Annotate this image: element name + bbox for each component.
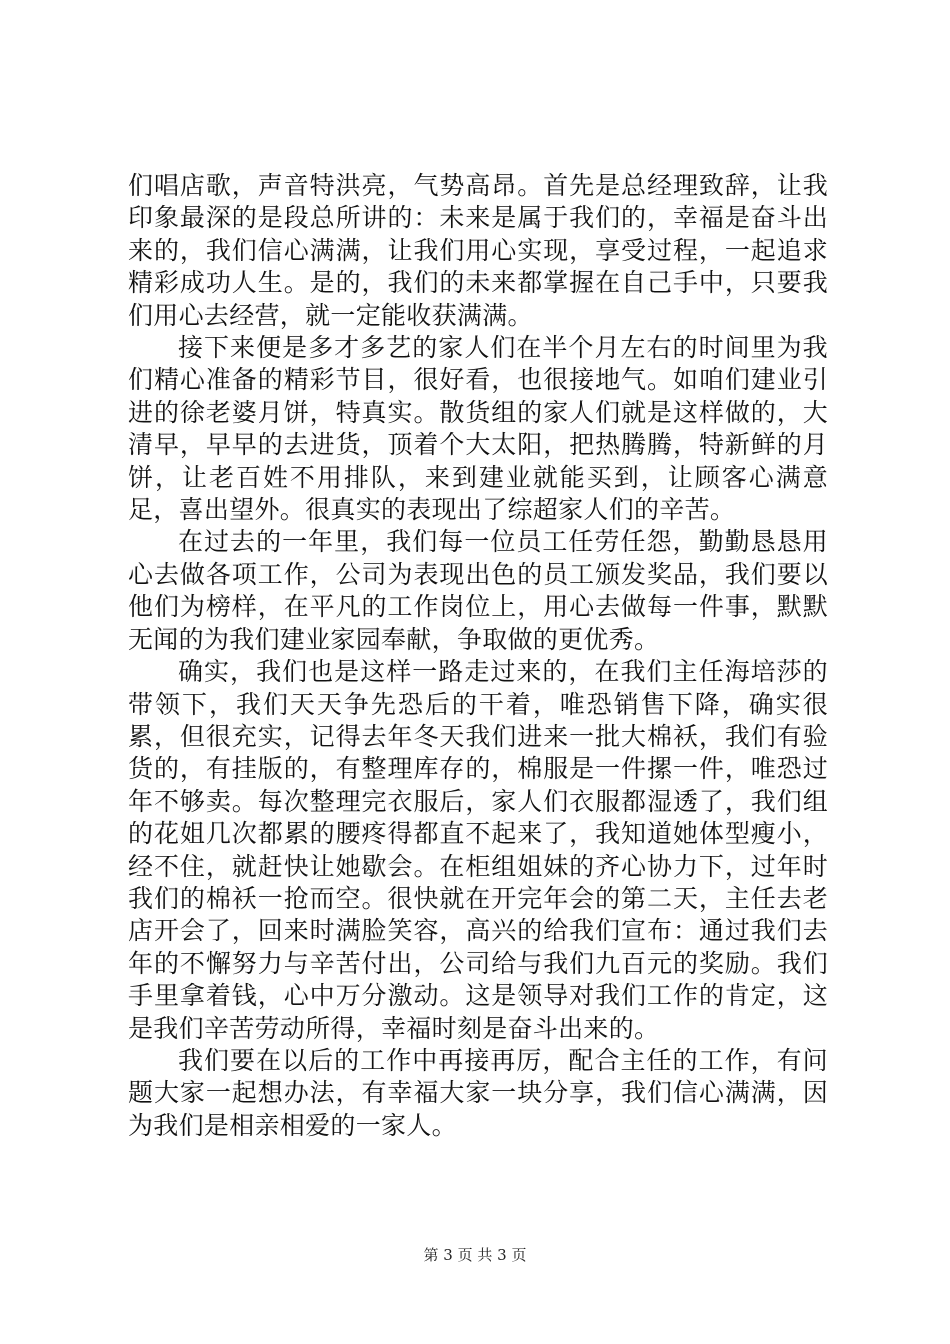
paragraph: 在过去的一年里，我们每一位员工任劳任怨，勤勤恳恳用心去做各项工作，公司为表现出色的员工颁发奖品，我们要以他们为榜样，在平凡的工作岗位上，用心去做每一件事，默默无闻的为我们建业家园奉献，争取做的更优秀。: [128, 527, 828, 654]
paragraph: 接下来便是多才多艺的家人们在半个月左右的时间里为我们精心准备的精彩节目，很好看，也很接地气。如咱们建业引进的徐老婆月饼，特真实。散货组的家人们就是这样做的，大清早，早早的去进货，顶着个大太阳，把热腾腾，特新鲜的月饼，让老百姓不用排队，来到建业就能买到，让顾客心满意足，喜出望外。很真实的表现出了综超家人们的辛苦。: [128, 333, 828, 525]
paragraph-continuation: 们唱店歌，声音特洪亮，气势高昂。首先是总经理致辞，让我印象最深的是段总所讲的：未来是属于我们的，幸福是奋斗出来的，我们信心满满，让我们用心实现，享受过程，一起追求精彩成功人生。是的，我们的未来都掌握在自己手中，只要我们用心去经营，就一定能收获满满。: [128, 171, 828, 330]
document-body: [128, 170, 828, 1142]
page-number-footer: 第 3 页 共 3 页: [423, 1246, 527, 1264]
paragraph: 我们要在以后的工作中再接再厉，配合主任的工作，有问题大家一起想办法，有幸福大家一块分享，我们信心满满，因为我们是相亲相爱的一家人。: [128, 1045, 828, 1140]
paragraph: 确实，我们也是这样一路走过来的，在我们主任海培莎的带领下，我们天天争先恐后的干着，唯恐销售下降，确实很累，但很充实，记得去年冬天我们进来一批大棉袄，我们有验货的，有挂版的，有整理库存的，棉服是一件摞一件，唯恐过年不够卖。每次整理完衣服后，家人们衣服都湿透了，我们组的花姐几次都累的腰疼得都直不起来了，我知道她体型瘦小，经不住，就赶快让她歇会。在柜组姐妹的齐心协力下，过年时我们的棉袄一抢而空。很快就在开完年会的第二天，主任去老店开会了，回来时满脸笑容，高兴的给我们宣布：通过我们去年的不懈努力与辛苦付出，公司给与我们九百元的奖励。我们手里拿着钱，心中万分激动。这是领导对我们工作的肯定，这是我们辛苦劳动所得，幸福时刻是奋斗出来的。: [128, 657, 828, 1043]
